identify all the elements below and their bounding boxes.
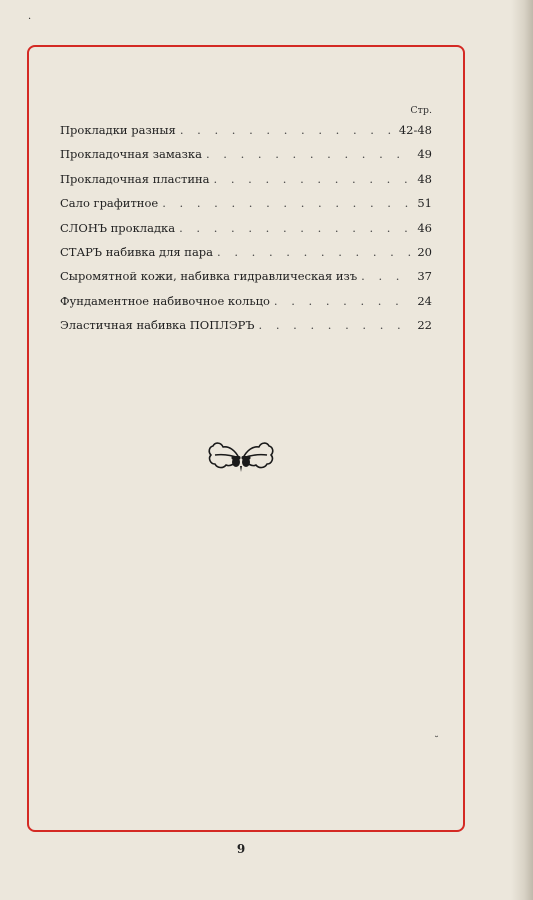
toc-entry-title: Фундаментное набивочное кольцо <box>60 293 270 308</box>
toc-entry <box>60 216 432 240</box>
toc-entry-page: 51 <box>417 196 432 211</box>
oak-leaves-ornament-icon <box>207 438 275 474</box>
toc-entry-title: СЛОНЪ прокладка <box>60 220 176 235</box>
toc-entry-title: Прокладочная пластина <box>60 171 210 186</box>
toc-entry-title: Прокладки разныя <box>60 123 176 137</box>
ink-speck: · <box>28 14 32 25</box>
toc-entry <box>60 313 432 337</box>
page-column-header: Стр. <box>410 105 432 116</box>
toc-entry-page: 24 <box>417 293 432 308</box>
toc-entry <box>60 240 432 264</box>
toc-entry-title: Эластичная набивка ПОПЛЭРЪ <box>60 318 255 333</box>
toc-entry-page: 46 <box>417 220 432 235</box>
toc-entry <box>60 264 432 288</box>
toc-entry-title: Прокладочная замазка <box>60 147 202 162</box>
toc-entry <box>60 118 432 142</box>
toc-entry-title: СТАРЪ набивка для пара <box>60 244 214 259</box>
dot-leader <box>179 216 413 240</box>
toc-entry-page: 48 <box>417 171 432 186</box>
page-edge <box>511 0 533 900</box>
toc-entry-page: 37 <box>417 269 432 284</box>
toc-entry-page: 20 <box>417 244 432 259</box>
table-of-contents <box>60 104 432 338</box>
dot-leader <box>259 313 414 337</box>
toc-entry-title: Сало графитное <box>60 196 159 211</box>
toc-entry-page: 49 <box>417 147 432 162</box>
toc-entry <box>60 142 432 166</box>
toc-entry-page: 42-48 <box>398 123 432 137</box>
toc-entry-page: 22 <box>417 318 432 333</box>
ink-mark: ˘ <box>434 736 439 747</box>
dot-leader <box>274 289 413 313</box>
dot-leader <box>206 142 413 166</box>
toc-entry <box>60 289 432 313</box>
toc-entry <box>60 191 432 215</box>
page-number: 9 <box>236 842 246 856</box>
dot-leader <box>162 191 413 215</box>
dot-leader <box>214 167 414 191</box>
dot-leader <box>361 264 413 288</box>
toc-entry <box>60 167 432 191</box>
dot-leader <box>217 240 413 264</box>
dot-leader <box>180 118 395 142</box>
toc-entry-title: Сыромятной кожи, набивка гидравлическая изъ <box>60 269 358 284</box>
